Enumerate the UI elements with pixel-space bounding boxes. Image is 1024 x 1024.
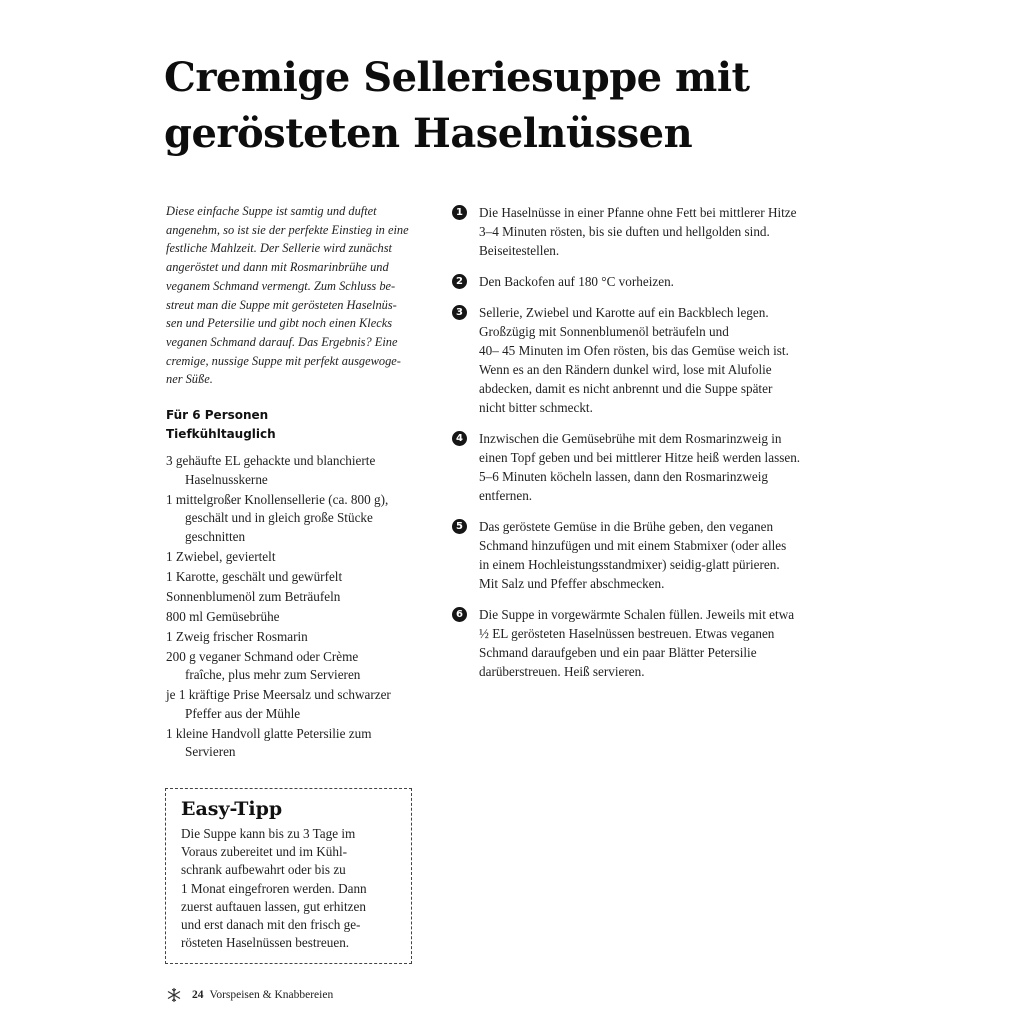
ingredient-item bbox=[166, 491, 426, 547]
step-line: Schmand hinzufügen und mit einem Stabmixer (oder alles bbox=[479, 538, 787, 553]
step-line: Beiseitestellen. bbox=[479, 243, 560, 258]
step-number-badge: 1 bbox=[452, 205, 467, 220]
step-text bbox=[479, 517, 852, 593]
intro-line: angeröstet und dann mit Rosmarinbrühe und bbox=[166, 260, 389, 275]
step-line: Die Haselnüsse in einer Pfanne ohne Fett bei mittlerer Hitze bbox=[479, 205, 797, 220]
step-line: entfernen. bbox=[479, 488, 533, 503]
ingredient-item bbox=[166, 568, 426, 587]
tip-line: schrank aufbewahrt oder bis zu bbox=[181, 862, 346, 878]
ingredient-line: Servieren bbox=[185, 744, 236, 759]
step-list bbox=[452, 203, 852, 693]
ingredient-item bbox=[166, 628, 426, 647]
step-number-badge: 4 bbox=[452, 431, 467, 446]
ingredient-line: geschnitten bbox=[185, 528, 246, 544]
tip-line: Die Suppe kann bis zu 3 Tage im bbox=[181, 826, 356, 841]
step-item bbox=[452, 303, 852, 417]
ingredient-line: 200 g veganer Schmand oder Crème bbox=[166, 648, 359, 664]
step-item bbox=[452, 429, 852, 505]
servings-label: Für 6 Personen bbox=[166, 408, 269, 422]
intro-line: cremige, nussige Suppe mit perfekt ausgewoge- bbox=[166, 353, 401, 368]
intro-line: ner Süße. bbox=[166, 372, 213, 387]
ingredient-line: Pfeffer aus der Mühle bbox=[185, 705, 301, 721]
step-line: in einem Hochleistungsstandmixer) seidig-glatt pürieren. bbox=[479, 557, 780, 572]
ingredient-line: 1 Zwiebel, geviertelt bbox=[166, 548, 276, 564]
step-line: Mit Salz und Pfeffer abschmecken. bbox=[479, 576, 665, 591]
step-text bbox=[479, 272, 852, 291]
ingredient-line: 1 kleine Handvoll glatte Petersilie zum bbox=[166, 725, 372, 741]
ingredient-item bbox=[166, 452, 426, 489]
easy-tip-box bbox=[165, 788, 412, 964]
ingredient-line: je 1 kräftige Prise Meersalz und schwarzer bbox=[166, 687, 391, 702]
step-item bbox=[452, 517, 852, 593]
page-number: 24 bbox=[192, 989, 204, 1001]
step-line: einen Topf geben und bei mittlerer Hitze heiß werden lassen. bbox=[479, 450, 801, 465]
step-text bbox=[479, 429, 852, 505]
step-number-badge: 5 bbox=[452, 519, 467, 534]
ingredient-line: geschält und in gleich große Stücke bbox=[185, 510, 373, 525]
step-text bbox=[479, 203, 852, 260]
step-line: nicht bitter schmeckt. bbox=[479, 400, 593, 415]
ingredient-line: 1 Zweig frischer Rosmarin bbox=[166, 628, 308, 644]
step-line: Wenn es an den Rändern dunkel wird, lose mit Alufolie bbox=[479, 362, 772, 377]
step-line: 40– 45 Minuten im Ofen rösten, bis das Gemüse weich ist. bbox=[479, 343, 789, 358]
step-number-badge: 3 bbox=[452, 305, 467, 320]
intro-line: sen und Petersilie und gibt noch einen Klecks bbox=[166, 316, 393, 331]
title-line: Cremige Selleriesuppe mit bbox=[164, 54, 750, 101]
step-text bbox=[479, 605, 852, 681]
ingredient-item bbox=[166, 548, 426, 567]
step-number-badge: 6 bbox=[452, 607, 467, 622]
ingredient-item bbox=[166, 686, 426, 723]
ingredient-item bbox=[166, 648, 426, 685]
tip-line: und erst danach mit den frisch ge- bbox=[181, 917, 361, 933]
intro-line: Diese einfache Suppe ist samtig und duftet bbox=[166, 204, 377, 218]
ingredient-line: Sonnenblumenöl zum Beträufeln bbox=[166, 588, 341, 604]
intro-line: veganem Schmand vermengt. Zum Schluss be- bbox=[166, 278, 396, 293]
ingredient-line: 1 mittelgroßer Knollensellerie (ca. 800 g), bbox=[166, 491, 389, 507]
step-line: Sellerie, Zwiebel und Karotte auf ein Backblech legen. bbox=[479, 305, 769, 320]
step-text bbox=[479, 303, 852, 417]
snowflake-icon bbox=[166, 987, 182, 1003]
ingredient-list bbox=[166, 452, 426, 763]
tip-line: 1 Monat eingefroren werden. Dann bbox=[181, 880, 367, 896]
ingredient-line: 800 ml Gemüsebrühe bbox=[166, 608, 280, 624]
tip-line: Voraus zubereitet und im Kühl- bbox=[181, 844, 348, 860]
step-line: ½ EL gerösteten Haselnüssen bestreuen. Etwas veganen bbox=[479, 626, 775, 641]
step-line: Den Backofen auf 180 °C vorheizen. bbox=[479, 274, 674, 289]
step-item bbox=[452, 605, 852, 681]
step-number-badge: 2 bbox=[452, 274, 467, 289]
intro-line: angenehm, so ist sie der perfekte Einstieg in eine bbox=[166, 222, 409, 237]
intro-line: festliche Mahlzeit. Der Sellerie wird zunächst bbox=[166, 241, 392, 256]
recipe-intro bbox=[166, 202, 418, 389]
step-line: abdecken, damit es nicht anbrennt und die Suppe später bbox=[479, 381, 773, 396]
ingredient-line: fraîche, plus mehr zum Servieren bbox=[185, 667, 361, 682]
tip-line: zuerst auftauen lassen, gut erhitzen bbox=[181, 898, 366, 914]
ingredient-item bbox=[166, 725, 426, 762]
intro-line: streut man die Suppe mit gerösteten Haselnüs- bbox=[166, 297, 397, 312]
step-item bbox=[452, 272, 852, 291]
tip-title: Easy-Tipp bbox=[181, 798, 283, 820]
tip-line: rösteten Haselnüssen bestreuen. bbox=[181, 935, 350, 951]
ingredient-line: 1 Karotte, geschält und gewürfelt bbox=[166, 568, 343, 584]
page-footer bbox=[166, 986, 333, 1004]
step-line: Das geröstete Gemüse in die Brühe geben, den veganen bbox=[479, 519, 774, 534]
step-line: darüberstreuen. Heiß servieren. bbox=[479, 664, 645, 679]
ingredient-item bbox=[166, 588, 426, 607]
step-line: Inzwischen die Gemüsebrühe mit dem Rosmarinzweig in bbox=[479, 431, 782, 446]
recipe-title bbox=[164, 50, 864, 162]
ingredient-line: Haselnusskerne bbox=[185, 471, 268, 487]
step-line: 5–6 Minuten köcheln lassen, dann den Rosmarinzweig bbox=[479, 469, 768, 484]
section-name: Vorspeisen & Knabbereien bbox=[209, 989, 334, 1001]
title-line: gerösteten Haselnüssen bbox=[164, 110, 693, 157]
step-line: 3–4 Minuten rösten, bis sie duften und hellgolden sind. bbox=[479, 224, 770, 239]
step-line: Die Suppe in vorgewärmte Schalen füllen. Jeweils mit etwa bbox=[479, 607, 795, 622]
intro-line: veganen Schmand darauf. Das Ergebnis? Eine bbox=[166, 334, 398, 349]
step-line: Großzügig mit Sonnenblumenöl beträufeln und bbox=[479, 324, 729, 339]
ingredient-item bbox=[166, 608, 426, 627]
step-line: Schmand daraufgeben und ein paar Blätter Petersilie bbox=[479, 645, 757, 660]
recipe-meta bbox=[166, 406, 276, 444]
tip-text bbox=[181, 825, 397, 952]
step-item bbox=[452, 203, 852, 260]
freezer-label: Tiefkühltauglich bbox=[166, 427, 276, 441]
ingredient-line: 3 gehäufte EL gehackte und blanchierte bbox=[166, 453, 376, 468]
